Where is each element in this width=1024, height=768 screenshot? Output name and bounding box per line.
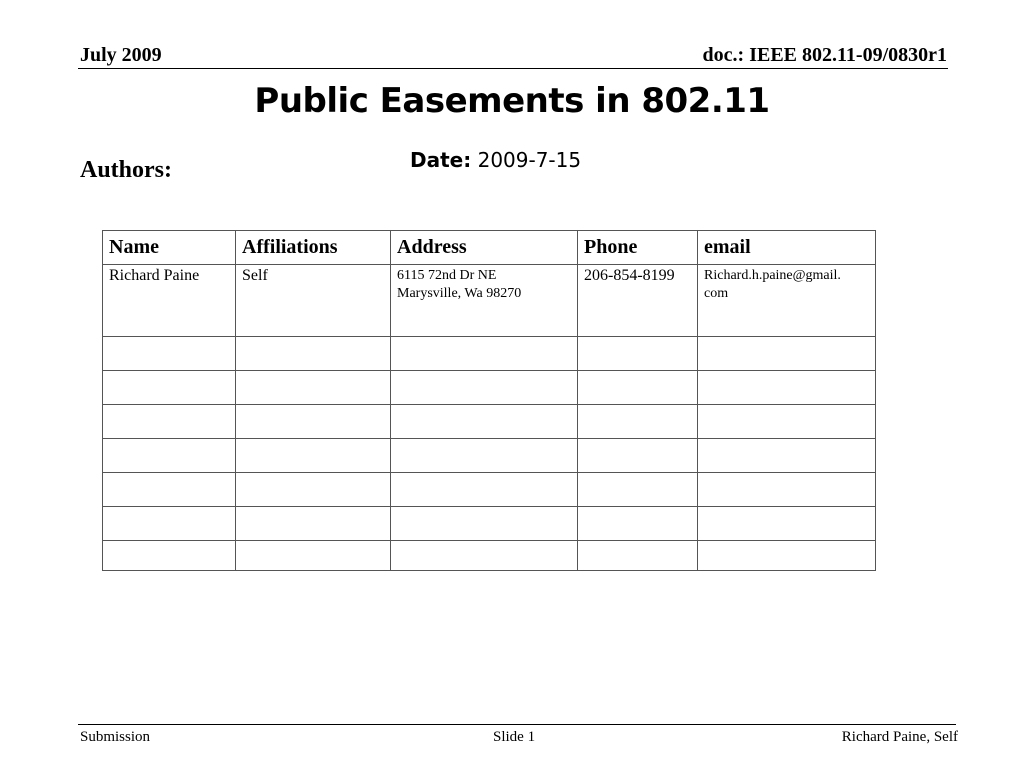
author-phone-cell: 206-854-8199	[578, 265, 698, 337]
footer-author: Richard Paine, Self	[841, 729, 958, 745]
empty-cell	[391, 337, 578, 371]
empty-cell	[578, 439, 698, 473]
header-divider	[78, 68, 948, 69]
empty-cell	[236, 371, 391, 405]
email-line-1: Richard.h.paine@gmail.	[704, 268, 841, 283]
empty-cell	[236, 405, 391, 439]
empty-cell	[103, 507, 236, 541]
empty-cell	[236, 541, 391, 571]
column-header-name: Name	[103, 231, 236, 265]
table-header-row	[103, 231, 876, 265]
table-row-empty	[103, 541, 876, 571]
empty-cell	[578, 507, 698, 541]
table-row	[103, 265, 876, 337]
table-body	[103, 265, 876, 571]
empty-cell	[103, 439, 236, 473]
column-header-address: Address	[391, 231, 578, 265]
column-header-phone: Phone	[578, 231, 698, 265]
authors-label: Authors:	[80, 157, 173, 183]
empty-cell	[236, 337, 391, 371]
table-row-empty	[103, 473, 876, 507]
table-row-empty	[103, 405, 876, 439]
empty-cell	[698, 439, 876, 473]
header-doc-id: doc.: IEEE 802.11-09/0830r1	[702, 44, 947, 66]
address-line-1: 6115 72nd Dr NE	[397, 268, 497, 283]
empty-cell	[391, 541, 578, 571]
empty-cell	[578, 371, 698, 405]
author-name-cell: Richard Paine	[103, 265, 236, 337]
footer-slide-number: Slide 1	[493, 729, 536, 745]
empty-cell	[698, 507, 876, 541]
authors-table	[102, 230, 876, 571]
column-header-email: email	[698, 231, 876, 265]
empty-cell	[103, 337, 236, 371]
empty-cell	[391, 473, 578, 507]
address-line-2: Marysville, Wa 98270	[397, 286, 522, 301]
empty-cell	[236, 439, 391, 473]
table-row-empty	[103, 439, 876, 473]
table-row-empty	[103, 371, 876, 405]
empty-cell	[103, 371, 236, 405]
empty-cell	[391, 371, 578, 405]
empty-cell	[698, 541, 876, 571]
email-line-2: com	[704, 286, 729, 301]
empty-cell	[236, 507, 391, 541]
header-date: July 2009	[80, 44, 162, 66]
empty-cell	[391, 439, 578, 473]
empty-cell	[103, 473, 236, 507]
empty-cell	[391, 405, 578, 439]
author-email-cell	[698, 265, 876, 337]
empty-cell	[578, 337, 698, 371]
date-line	[410, 146, 581, 174]
footer-divider	[78, 724, 956, 725]
column-header-affiliations: Affiliations	[236, 231, 391, 265]
table-row-empty	[103, 507, 876, 541]
empty-cell	[391, 507, 578, 541]
empty-cell	[236, 473, 391, 507]
empty-cell	[698, 371, 876, 405]
empty-cell	[103, 405, 236, 439]
empty-cell	[698, 337, 876, 371]
empty-cell	[103, 541, 236, 571]
empty-cell	[578, 541, 698, 571]
author-address-cell	[391, 265, 578, 337]
empty-cell	[578, 473, 698, 507]
date-label: Date:	[410, 148, 472, 172]
author-affiliation-cell: Self	[236, 265, 391, 337]
footer-submission: Submission	[80, 729, 151, 745]
table-row-empty	[103, 337, 876, 371]
slide-title: Public Easements in 802.11	[254, 81, 770, 121]
date-value: 2009-7-15	[477, 148, 582, 172]
empty-cell	[698, 405, 876, 439]
empty-cell	[698, 473, 876, 507]
empty-cell	[578, 405, 698, 439]
